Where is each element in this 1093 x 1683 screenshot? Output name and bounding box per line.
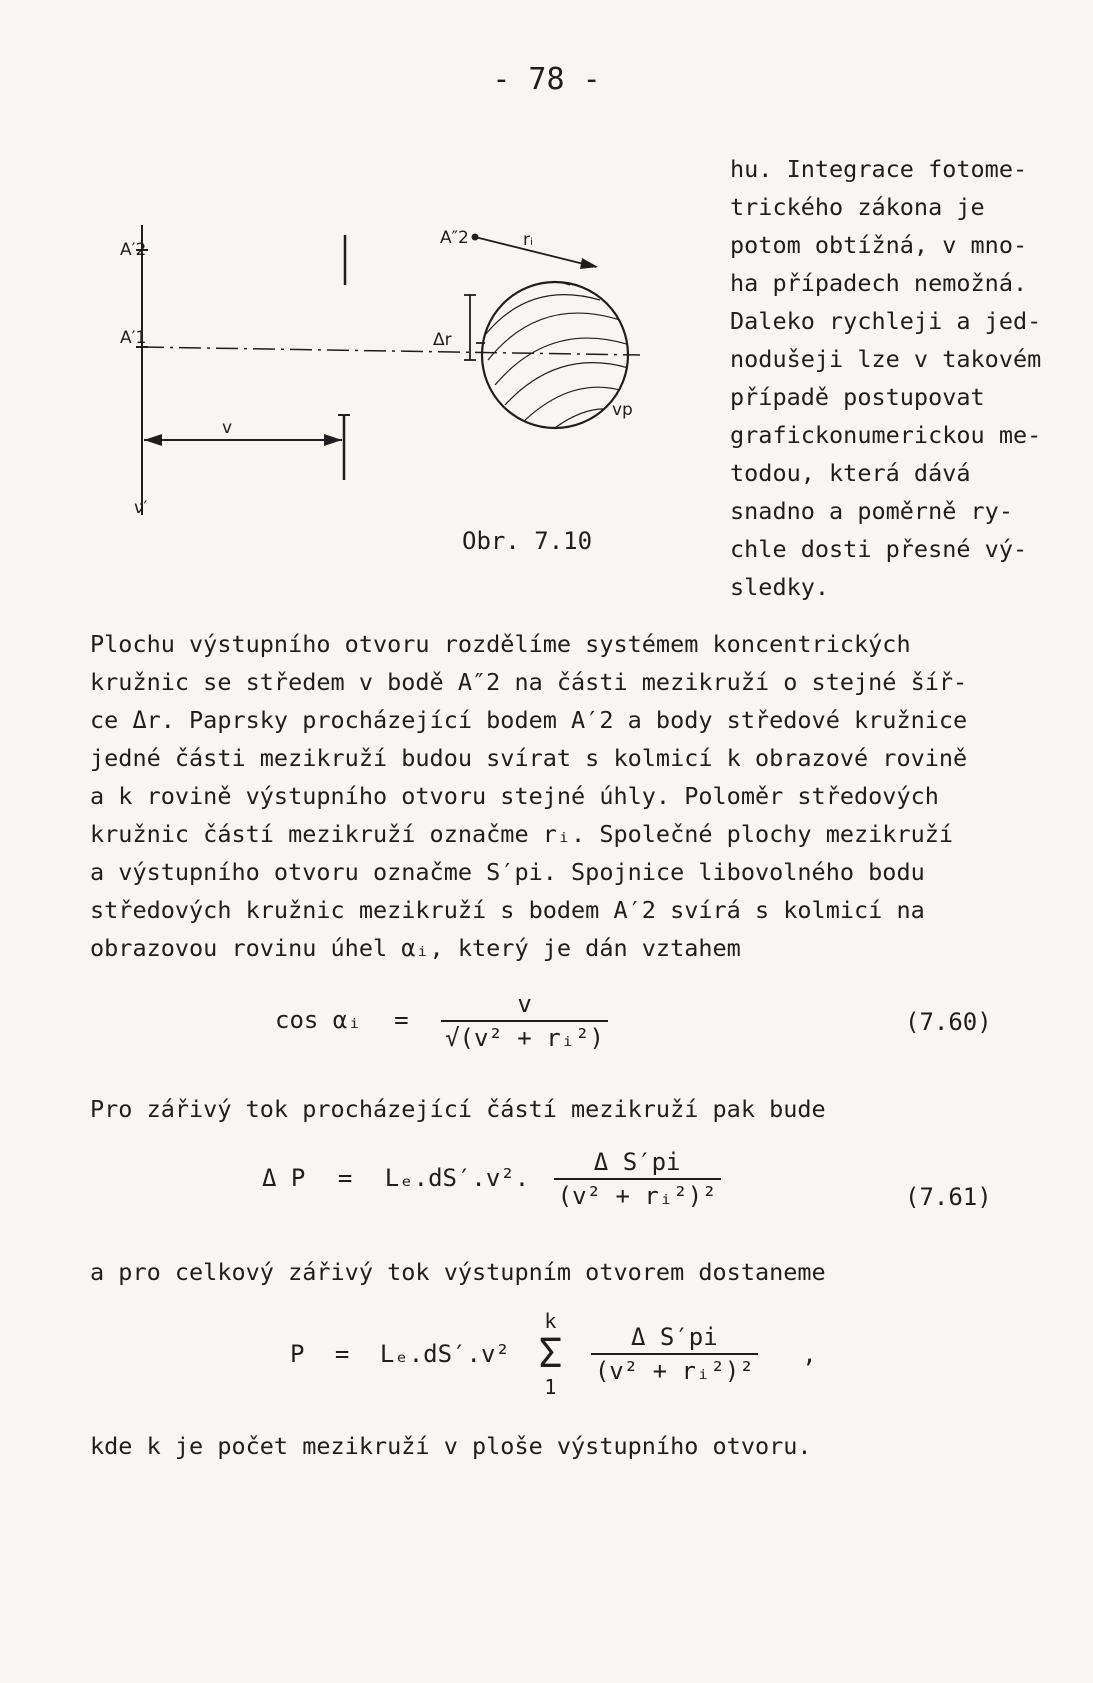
label-nu: ν′: [134, 498, 148, 518]
eqt-fraction: [591, 1323, 758, 1385]
eqt-factor: Lₑ.dS′.v²: [379, 1340, 510, 1368]
eqt-denominator: (v² + rᵢ²)²: [594, 1357, 754, 1385]
side-line: sledky.: [730, 573, 830, 601]
text-after-7-60: Pro zářivý tok procházející částí mezikruží pak bude: [90, 1095, 826, 1123]
label-a1p: A′1: [120, 328, 147, 348]
page-number: - 78 -: [492, 62, 601, 97]
eqt-sum: [538, 1310, 562, 1398]
side-line: potom obtížná, v mno-: [730, 231, 1028, 259]
side-line: případě postupovat: [730, 383, 985, 411]
side-line: nodušeji lze v takovém: [730, 345, 1042, 373]
eq61-denominator: (v² + rᵢ²)²: [557, 1182, 717, 1210]
eqt-trailing-comma: ,: [802, 1340, 817, 1368]
paragraph-line: obrazovou rovinu úhel αᵢ, který je dán vztahem: [90, 934, 741, 962]
equation-7-60: [275, 990, 608, 1052]
label-a2p: A′2: [120, 240, 147, 260]
label-dr: Δr: [433, 330, 452, 350]
equation-number-7-60: (7.60): [905, 1008, 992, 1036]
figure-caption: Obr. 7.10: [462, 527, 593, 555]
side-column-text: [730, 150, 1080, 606]
paragraph-line: Plochu výstupního otvoru rozdělíme systémem koncentrických: [90, 630, 911, 658]
eqt-sum-upper: k: [544, 1309, 557, 1333]
figure-7-10: [120, 225, 690, 555]
eqt-lhs: P: [290, 1340, 305, 1368]
equation-number-7-61: (7.61): [905, 1183, 992, 1211]
sum-symbol: Σ: [538, 1331, 563, 1377]
side-line: hu. Integrace fotome-: [730, 155, 1028, 183]
v-arrow-right: [324, 434, 342, 446]
paragraph-line: a výstupního otvoru označme S′pi. Spojnice libovolného bodu: [90, 858, 925, 886]
equation-total-flux: [290, 1310, 817, 1398]
eq60-lhs: cos αᵢ: [275, 1006, 362, 1034]
paragraph-line: a k rovině výstupního otvoru stejné úhly. Poloměr středových: [90, 782, 939, 810]
label-v: v: [222, 418, 233, 438]
eq61-factor: Lₑ.dS′.v².: [384, 1164, 530, 1192]
eq60-fraction: [441, 990, 608, 1052]
paragraph-line: středových kružnic mezikruží s bodem A′2 svírá s kolmicí na: [90, 896, 925, 924]
label-a2pp: A″2: [440, 228, 469, 248]
label-ri: rᵢ: [523, 230, 534, 250]
eqt-equals: =: [334, 1340, 350, 1368]
side-line: todou, která dává: [730, 459, 971, 487]
paragraph-line: kružnic částí mezikruží označme rᵢ. Společné plochy mezikruží: [90, 820, 954, 848]
eq61-lhs: Δ P: [262, 1164, 306, 1192]
side-line: ha případech nemožná.: [730, 269, 1028, 297]
eq60-denominator: √(v² + rᵢ²): [445, 1024, 605, 1052]
eq61-numerator: Δ S′pi: [554, 1148, 721, 1180]
paragraph-line: kružnic se středem v bodě A″2 na části mezikruží o stejné šíř-: [90, 668, 968, 696]
ri-arrow-line: [475, 237, 596, 267]
side-line: snadno a poměrně ry-: [730, 497, 1013, 525]
side-line: grafickonumerickou me-: [730, 421, 1042, 449]
optical-axis-line: [142, 347, 640, 355]
eqt-numerator: Δ S′pi: [591, 1323, 758, 1355]
main-paragraph: [90, 625, 1070, 967]
side-line: chle dosti přesné vý-: [730, 535, 1028, 563]
eq61-fraction: [554, 1148, 721, 1210]
eq60-equals: =: [394, 1006, 409, 1034]
side-line: Daleko rychleji a jed-: [730, 307, 1042, 335]
eqt-sum-lower: 1: [544, 1375, 557, 1399]
paragraph-line: ce Δr. Paprsky procházející bodem A′2 a body středové kružnice: [90, 706, 968, 734]
label-vp: vp: [612, 400, 633, 420]
final-line: kde k je počet mezikruží v ploše výstupního otvoru.: [90, 1432, 812, 1460]
eq60-numerator: v: [441, 990, 608, 1022]
equation-7-61: [262, 1148, 721, 1210]
paragraph-line: jedné části mezikruží budou svírat s kolmicí k obrazové rovině: [90, 744, 968, 772]
v-arrow-left: [144, 434, 162, 446]
eq61-equals: =: [337, 1164, 353, 1192]
side-line: trického zákona je: [730, 193, 985, 221]
text-after-7-61: a pro celkový zářivý tok výstupním otvorem dostaneme: [90, 1258, 826, 1286]
